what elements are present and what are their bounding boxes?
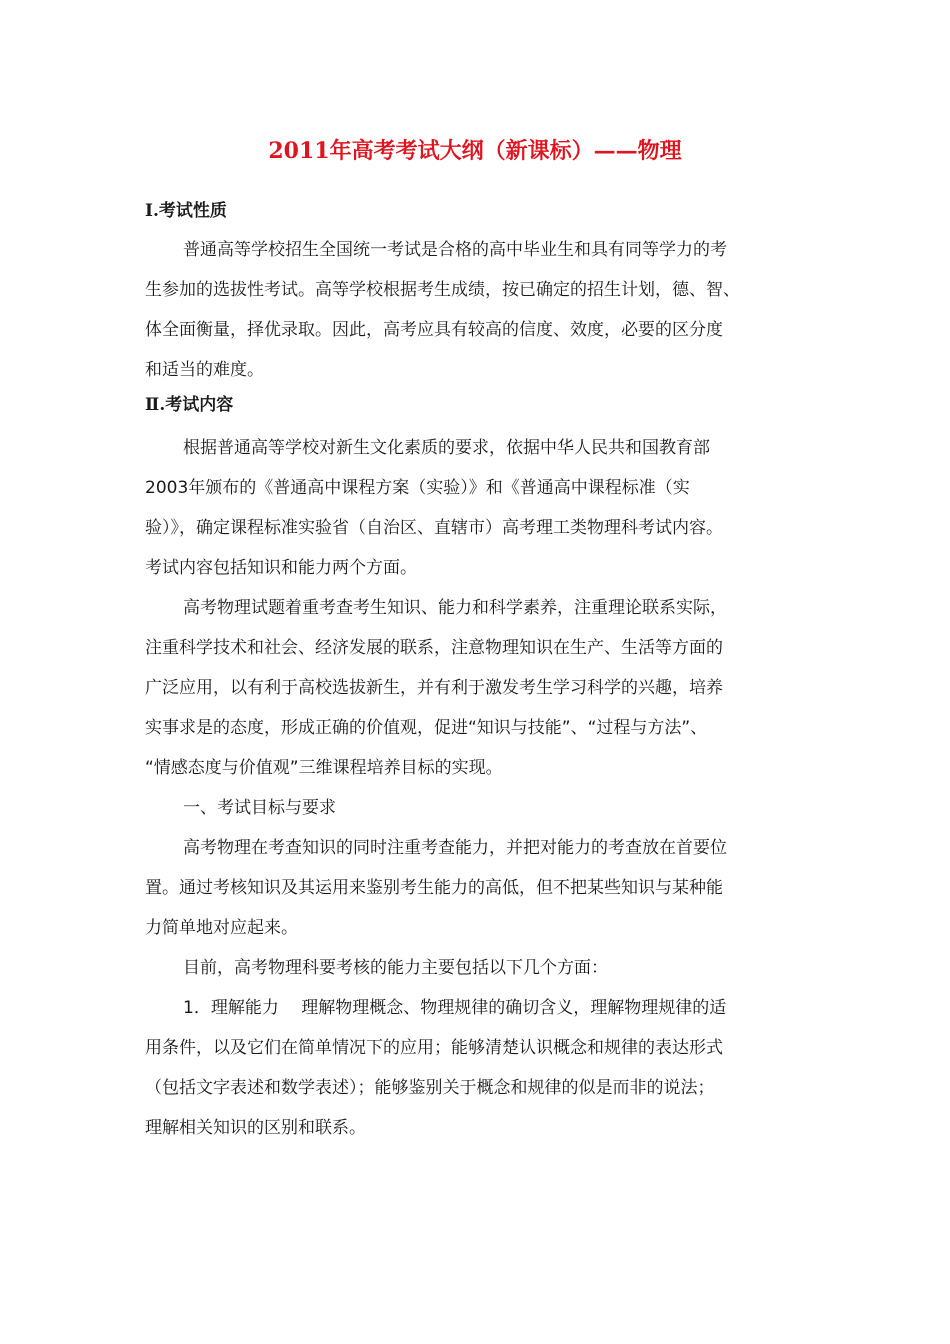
subsection-heading: 一、考试目标与要求 xyxy=(183,798,336,818)
paragraph-line: 理解相关知识的区别和联系。 xyxy=(145,1118,366,1138)
section-exam-nature xyxy=(145,196,810,390)
section-heading: Ⅰ.考试性质 xyxy=(145,201,227,221)
paragraph-line: 高考物理在考查知识的同时注重考查能力，并把对能力的考查放在首要位 xyxy=(183,838,727,858)
paragraph-line: 用条件，以及它们在简单情况下的应用；能够清楚认识概念和规律的表达形式 xyxy=(145,1038,723,1058)
section-exam-content xyxy=(145,390,810,1148)
paragraph-line: （包括文字表述和数学表述）；能够鉴别关于概念和规律的似是而非的说法； xyxy=(145,1078,715,1098)
paragraph-line: 力简单地对应起来。 xyxy=(145,918,298,938)
paragraph-line: 生参加的选拔性考试。高等学校根据考生成绩，按已确定的招生计划，德、智、 xyxy=(145,280,740,300)
paragraph-line: 验）》，确定课程标准实验省（自治区、直辖市）高考理工类物理科考试内容。 xyxy=(145,518,723,538)
paragraph-line: 置。通过考核知识及其运用来鉴别考生能力的高低，但不把某些知识与某种能 xyxy=(145,878,723,898)
document-body xyxy=(145,196,810,1148)
paragraph-line: 实事求是的态度，形成正确的价值观，促进“知识与技能”、“过程与方法”、 xyxy=(145,718,708,738)
paragraph-line: “情感态度与价值观”三维课程培养目标的实现。 xyxy=(145,758,503,778)
paragraph-line: 1．理解能力 理解物理概念、物理规律的确切含义，理解物理规律的适 xyxy=(183,998,727,1018)
paragraph-line: 考试内容包括知识和能力两个方面。 xyxy=(145,558,417,578)
paragraph-line: 根据普通高等学校对新生文化素质的要求，依据中华人民共和国教育部 xyxy=(183,438,710,458)
paragraph-line: 体全面衡量，择优录取。因此，高考应具有较高的信度、效度，必要的区分度 xyxy=(145,320,723,340)
paragraph-line: 和适当的难度。 xyxy=(145,360,264,380)
paragraph-line: 2003年颁布的《普通高中课程方案（实验）》和《普通高中课程标准（实 xyxy=(145,478,690,498)
paragraph-line: 高考物理试题着重考查考生知识、能力和科学素养，注重理论联系实际， xyxy=(183,598,727,618)
paragraph-line: 注重科学技术和社会、经济发展的联系，注意物理知识在生产、生活等方面的 xyxy=(145,638,723,658)
paragraph-line: 广泛应用，以有利于高校选拔新生，并有利于激发考生学习科学的兴趣，培养 xyxy=(145,678,723,698)
paragraph-line: 目前，高考物理科要考核的能力主要包括以下几个方面： xyxy=(183,958,608,978)
section-heading: Ⅱ.考试内容 xyxy=(145,395,234,415)
document-title: 2011年高考考试大纲（新课标）——物理 xyxy=(268,138,682,164)
paragraph-line: 普通高等学校招生全国统一考试是合格的高中毕业生和具有同等学力的考 xyxy=(183,240,727,260)
